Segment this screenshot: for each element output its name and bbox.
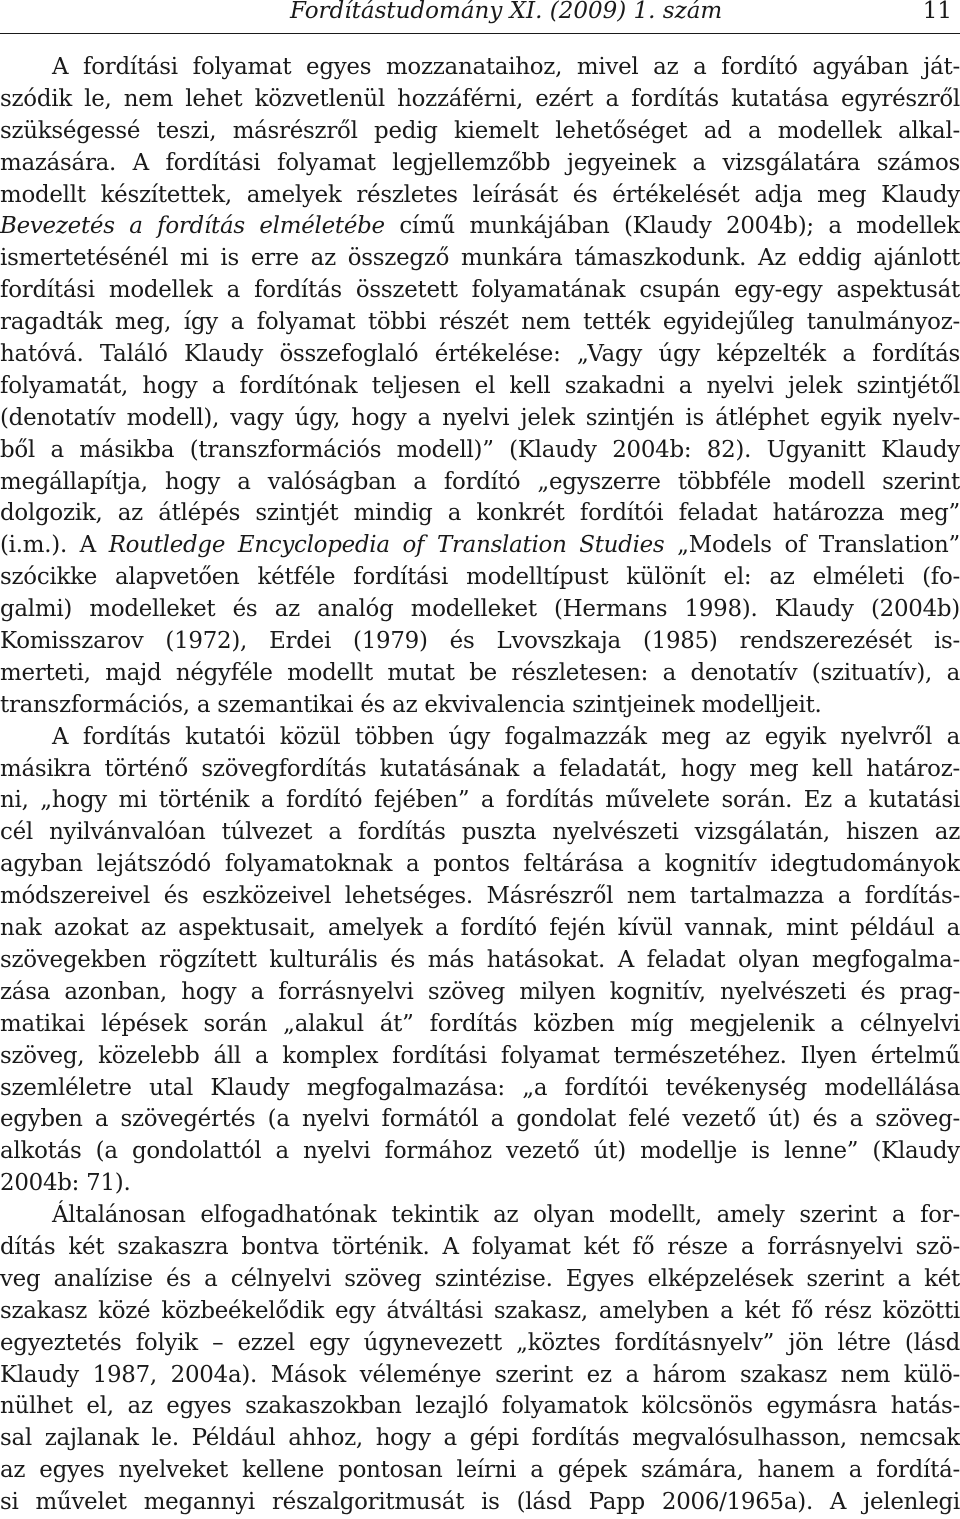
text-run: az egyes nyelveket kellene pontosan leírni a gépek számára, hanem a fordítá- xyxy=(0,1457,960,1484)
text-run: zása azonban, hogy a forrásnyelvi szöveg milyen kognitív, nyelvészeti és prag- xyxy=(0,978,960,1005)
text-line xyxy=(0,1360,960,1392)
journal-title: Fordítástudomány XI. (2009) 1. szám xyxy=(290,0,723,24)
text-line xyxy=(0,1104,960,1136)
text-run: modellt készítettek, amelyek részletes leírását és értékelését adja meg Klaudy xyxy=(0,181,960,208)
text-line xyxy=(0,180,960,212)
text-run: egyben a szövegértés (a nyelvi formától a gondolat felé vezető út) és a szöveg- xyxy=(0,1106,960,1133)
text-run: (i.m.). A xyxy=(0,532,109,559)
text-line xyxy=(0,1391,960,1423)
text-run: 2004b: 71). xyxy=(0,1170,131,1197)
text-line xyxy=(0,722,960,754)
text-line xyxy=(0,785,960,817)
text-run: Klaudy 1987, 2004a). Mások véleménye szerint ez a három szakasz nem külö- xyxy=(0,1361,960,1388)
text-line xyxy=(0,275,960,307)
text-run: veg analízise és a célnyelvi szöveg szintézise. Egyes elképzelések szerint a két xyxy=(0,1265,960,1292)
text-run: fordítási modellek a fordítás összetett folyamatának csupán egy-egy aspektusát xyxy=(0,277,960,304)
text-line xyxy=(0,498,960,530)
text-line xyxy=(0,1328,960,1360)
italic-title: Routledge Encyclopedia of Translation Studies xyxy=(108,532,665,559)
text-line xyxy=(0,849,960,881)
text-run: merteti, majd négyféle modellt mutat be részletesen: a denotatív (szituatív), a xyxy=(0,659,960,686)
text-run: matikai lépések során „alakul át” fordítás közben míg megjelenik a célnyelvi xyxy=(0,1010,960,1037)
text-line xyxy=(0,1455,960,1487)
text-run: szakasz közé közbeékelődik egy átváltási szakasz, amelyben a két fő rész közötti xyxy=(0,1297,960,1324)
text-run: si művelet megannyi részalgoritmusát is (lásd Papp 2006/1965a). A jelenlegi xyxy=(0,1489,960,1516)
text-line xyxy=(0,1296,960,1328)
text-run: nülhet el, az egyes szakaszokban lezajló folyamatok kölcsönös egymásra hatás- xyxy=(0,1393,960,1420)
text-run: szöveg, közelebb áll a komplex fordítási folyamat természetéhez. Ilyen értelmű xyxy=(0,1042,960,1069)
text-run: Általánosan elfogadhatónak tekintik az olyan modellt, amely szerint a for- xyxy=(52,1202,960,1229)
text-run: cél nyilvánvalóan túlvezet a fordítás puszta nyelvészeti vizsgálatán, hiszen az xyxy=(0,819,960,846)
text-run: mazására. A fordítási folyamat legjellemzőbb jegyeinek a vizsgálatára számos xyxy=(0,149,960,176)
text-run: módszereivel és eszközeivel lehetséges. Másrészről nem tartalmazza a fordítás- xyxy=(0,883,960,910)
text-run: szövegekben rögzített kulturális és más hatásokat. A feladat olyan megfogalma- xyxy=(0,946,960,973)
text-line xyxy=(0,1168,960,1200)
text-line xyxy=(0,148,960,180)
text-run: megállapítja, hogy a valóságban a fordító „egyszerre többféle modell szerint xyxy=(0,468,960,495)
text-line xyxy=(0,1264,960,1296)
text-run: szódik le, nem lehet közvetlenül hozzáférni, ezért a fordítás kutatása egyrészről xyxy=(0,85,960,112)
text-run: ismertetésénél mi is erre az összegző munkára támaszkodunk. Az eddig ajánlott xyxy=(0,245,960,272)
text-run: szemléletre utal Klaudy megfogalmazása: „a fordítói tevékenység modellálása xyxy=(0,1074,960,1101)
text-line xyxy=(0,817,960,849)
running-header xyxy=(0,0,960,40)
text-line xyxy=(0,1041,960,1073)
text-line xyxy=(0,594,960,626)
text-line xyxy=(0,307,960,339)
text-run: A fordítás kutatói közül többen úgy fogalmazzák meg az egyik nyelvről a xyxy=(52,723,960,750)
text-line xyxy=(0,467,960,499)
text-run: agyban lejátszódó folyamatoknak a pontos feltárása a kognitív idegtudományok xyxy=(0,851,960,878)
text-line xyxy=(0,1073,960,1105)
text-line xyxy=(0,1423,960,1455)
text-line xyxy=(0,690,960,722)
text-line xyxy=(0,435,960,467)
text-line xyxy=(0,913,960,945)
text-run: ragadták meg, így a folyamat többi részét nem tették egyidejűleg tanulmányoz- xyxy=(0,309,960,336)
text-line xyxy=(0,1200,960,1232)
text-run: hatóvá. Találó Klaudy összefoglaló értékelése: „Vagy úgy képzelték a fordítás xyxy=(0,341,960,368)
text-run: című munkájában (Klaudy 2004b); a modellek xyxy=(384,213,960,240)
text-run: galmi) modelleket és az analóg modelleket (Hermans 1998). Klaudy (2004b) xyxy=(0,596,960,623)
text-run: „Models of Translation” xyxy=(664,532,960,559)
text-line xyxy=(0,84,960,116)
text-run: ni, „hogy mi történik a fordító fejében” a fordítás művelete során. Ez a kutatási xyxy=(0,787,960,814)
text-run: Komisszarov (1972), Erdei (1979) és Lvovszkaja (1985) rendszerezését is- xyxy=(0,628,960,655)
text-run: (denotatív modell), vagy úgy, hogy a nyelvi jelek szintjén is átléphet egyik nyelv- xyxy=(0,404,960,431)
text-run: folyamatát, hogy a fordítónak teljesen el kell szakadni a nyelvi jelek szintjétől xyxy=(0,372,960,399)
text-line xyxy=(0,116,960,148)
text-line xyxy=(0,403,960,435)
text-run: ből a másikba (transzformációs modell)” (Klaudy 2004b: 82). Ugyanitt Klaudy xyxy=(0,436,960,463)
text-line xyxy=(0,1487,960,1519)
text-line xyxy=(0,626,960,658)
page-number: 11 xyxy=(922,0,952,24)
text-run: egyeztetés folyik – ezzel egy úgynevezett „köztes fordításnyelv” jön létre (lásd xyxy=(0,1329,960,1356)
text-run: szükségessé teszi, másrészről pedig kiemelt lehetőséget ad a modellek alkal- xyxy=(0,117,960,144)
italic-title: Bevezetés a fordítás elméletébe xyxy=(0,213,385,240)
text-line xyxy=(0,371,960,403)
text-line xyxy=(0,530,960,562)
text-line xyxy=(0,52,960,84)
text-run: dolgozik, az átlépés szintjét mindig a konkrét fordítói feladat határozza meg” xyxy=(0,500,960,527)
text-line xyxy=(0,243,960,275)
text-run: transzformációs, a szemantikai és az ekvivalencia szintjeinek modelljeit. xyxy=(0,691,822,718)
text-line xyxy=(0,1232,960,1264)
article-body xyxy=(0,52,960,1519)
text-line xyxy=(0,211,960,243)
text-run: alkotás (a gondolattól a nyelvi formához vezető út) modellje is lenne” (Klaudy xyxy=(0,1138,960,1165)
text-line xyxy=(0,339,960,371)
text-line xyxy=(0,881,960,913)
header-rule xyxy=(0,33,960,34)
text-run: A fordítási folyamat egyes mozzanataihoz, mivel az a fordító agyában ját- xyxy=(52,54,960,80)
text-line xyxy=(0,977,960,1009)
text-line xyxy=(0,562,960,594)
text-line xyxy=(0,1136,960,1168)
text-run: szócikke alapvetően kétféle fordítási modelltípust különít el: az elméleti (fo- xyxy=(0,564,960,591)
text-line xyxy=(0,945,960,977)
text-run: sal zajlanak le. Például ahhoz, hogy a gépi fordítás megvalósulhasson, nemcsak xyxy=(0,1425,960,1452)
text-run: nak azokat az aspektusait, amelyek a fordító fején kívül vannak, mint például a xyxy=(0,915,960,942)
text-run: dítás két szakaszra bontva történik. A folyamat két fő része a forrásnyelvi szö- xyxy=(0,1233,960,1260)
text-line xyxy=(0,658,960,690)
text-run: másikra történő szövegfordítás kutatásának a feladatát, hogy meg kell határoz- xyxy=(0,755,960,782)
text-line xyxy=(0,1009,960,1041)
text-line xyxy=(0,754,960,786)
